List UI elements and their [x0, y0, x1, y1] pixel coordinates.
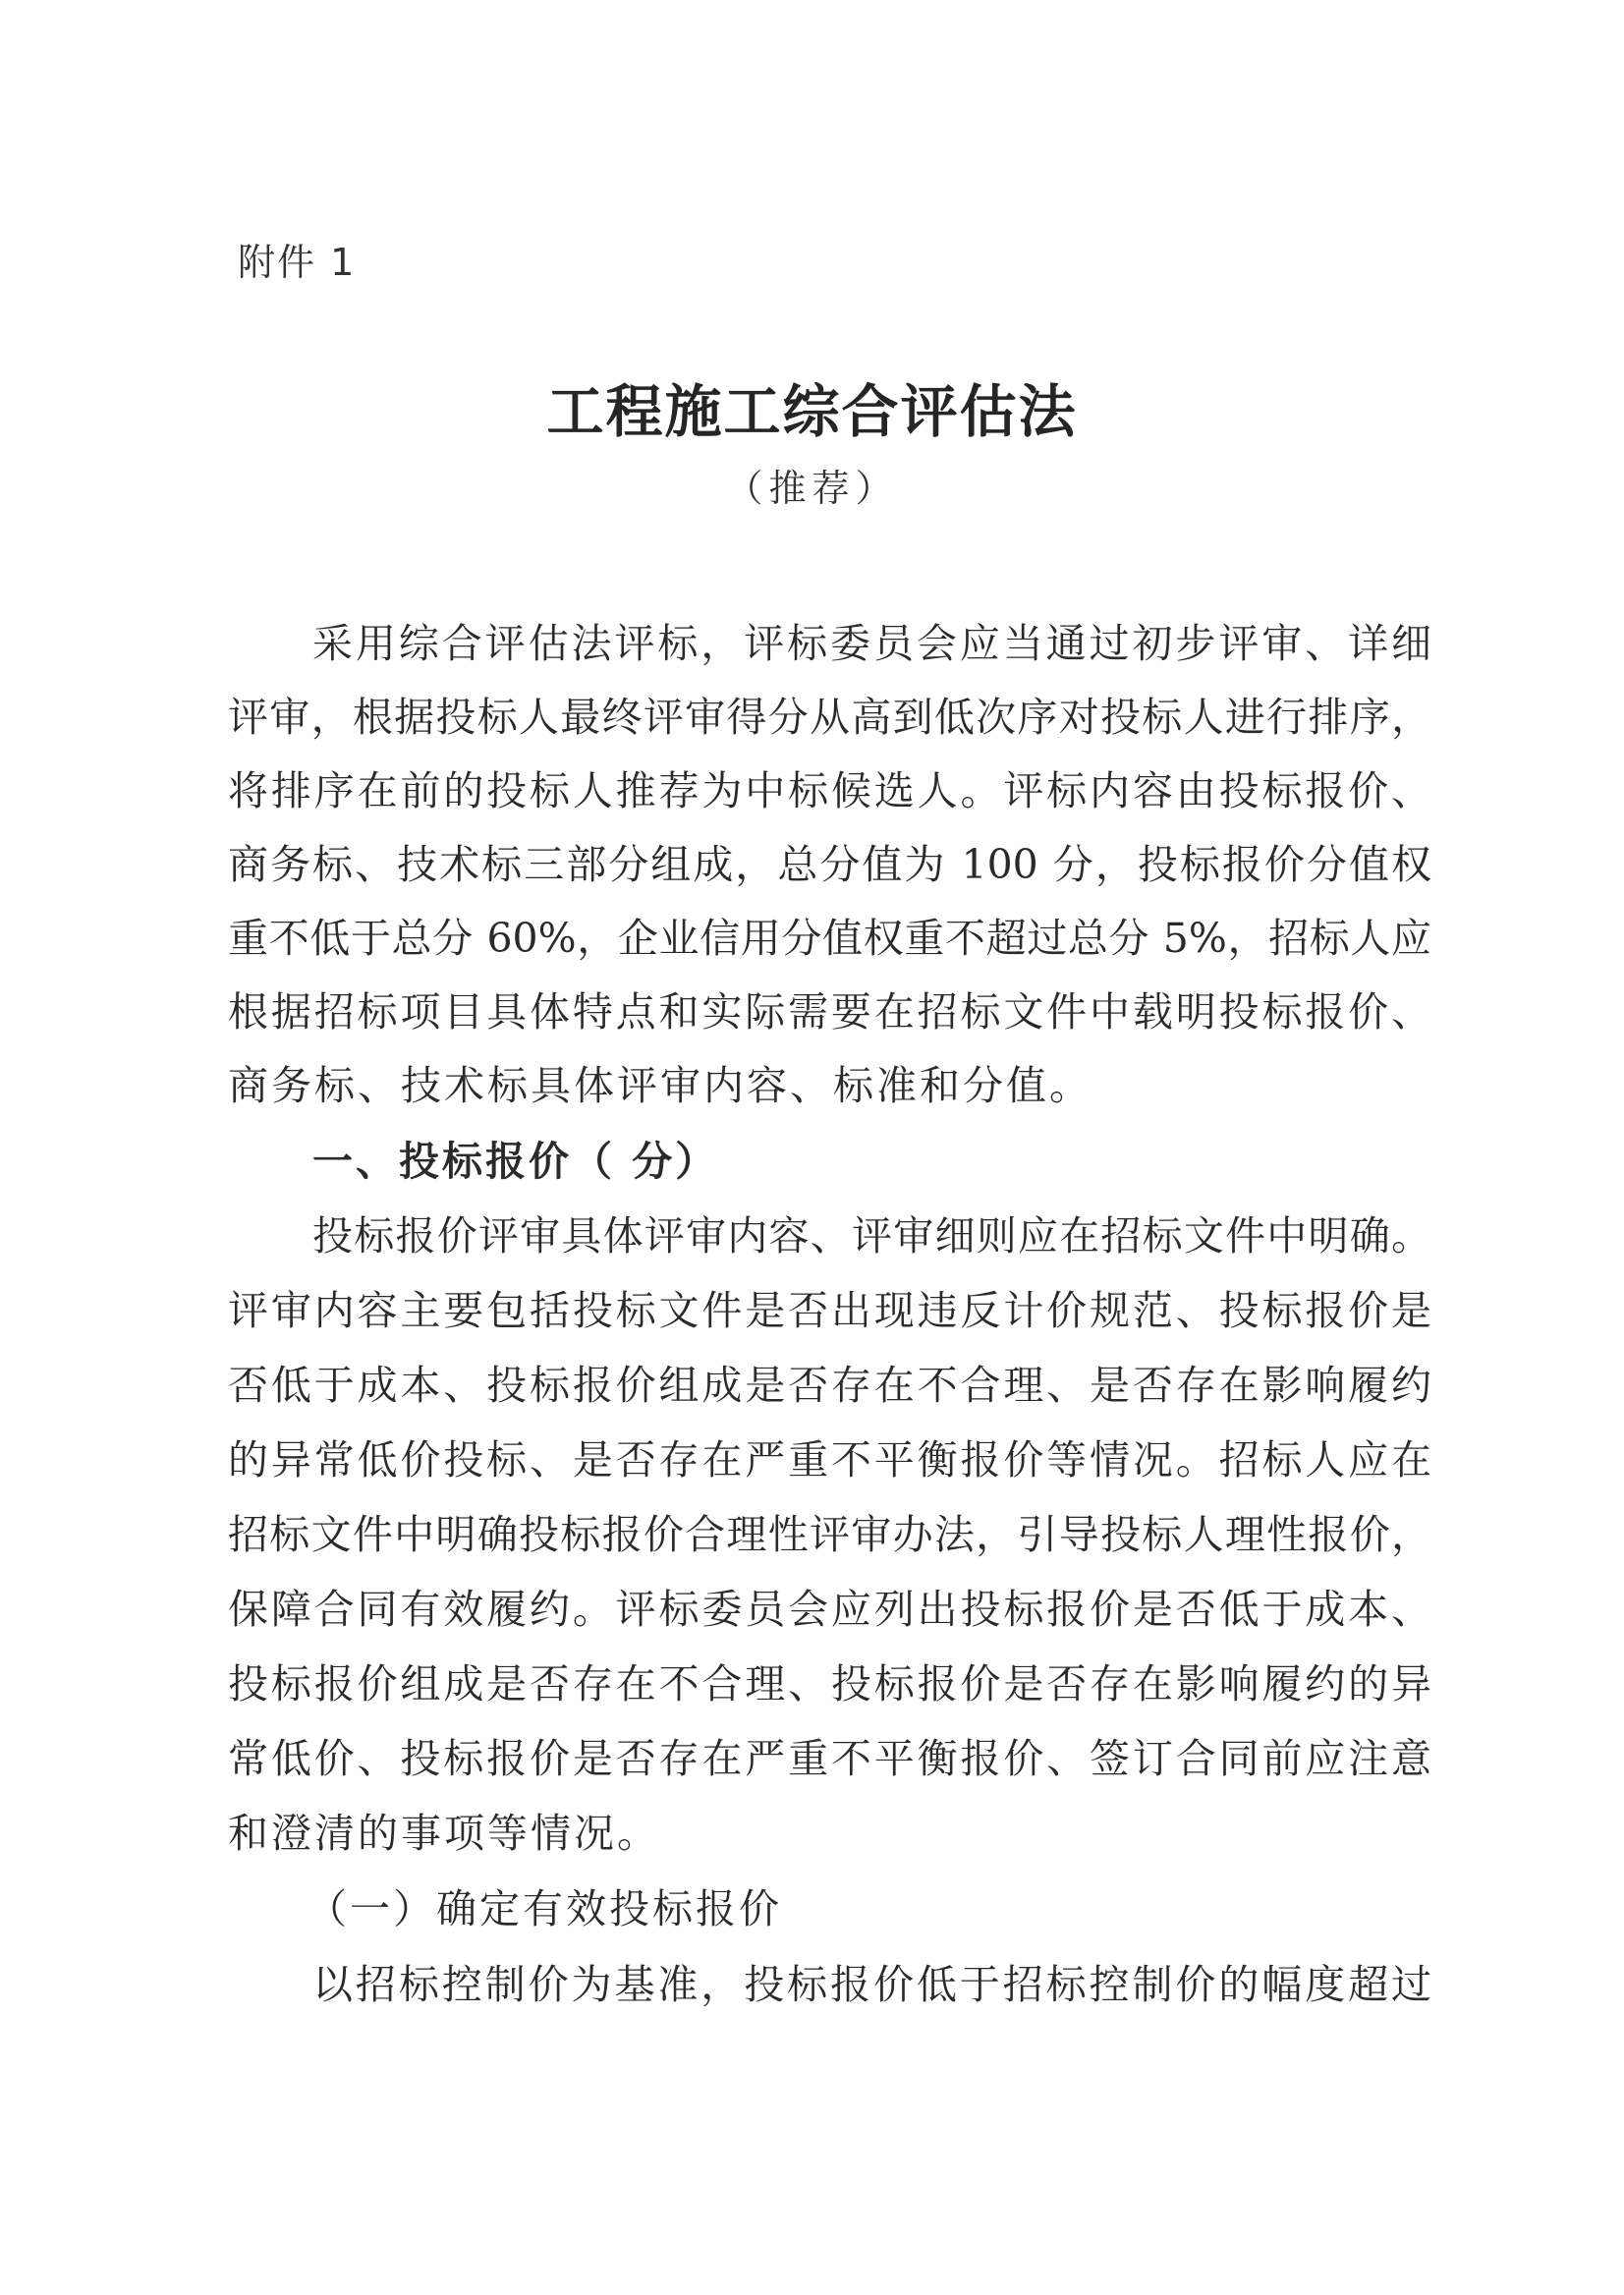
intro-line: 将排序在前的投标人推荐为中标候选人。评标内容由投标报价、	[228, 767, 1431, 814]
section-one-line: 投标报价组成是否存在不合理、投标报价是否存在影响履约的异	[228, 1660, 1431, 1707]
intro-line: 评审，根据投标人最终评审得分从高到低次序对投标人进行排序，	[228, 694, 1431, 741]
section-one-line: 投标报价评审具体评审内容、评审细则应在招标文件中明确。	[312, 1212, 1431, 1259]
section-one-line-last: 和澄清的事项等情况。	[228, 1810, 660, 1857]
intro-line-last: 商务标、技术标具体评审内容、标准和分值。	[228, 1062, 1092, 1109]
section-one-line: 保障合同有效履约。评标委员会应列出投标报价是否低于成本、	[228, 1586, 1431, 1633]
section-one-line: 常低价、投标报价是否存在严重不平衡报价、签订合同前应注意	[228, 1735, 1431, 1782]
intro-line: 重不低于总分 60%，企业信用分值权重不超过总分 5%，招标人应	[228, 915, 1431, 962]
attachment-label: 附件 1	[238, 241, 357, 284]
intro-line: 商务标、技术标三部分组成，总分值为 100 分，投标报价分值权	[228, 841, 1431, 888]
section-one-heading: 一、投标报价（ 分）	[312, 1138, 719, 1185]
document-title: 工程施工综合评估法	[546, 378, 1078, 445]
section-one-line: 评审内容主要包括投标文件是否出现违反计价规范、投标报价是	[228, 1287, 1431, 1334]
section-one-line: 否低于成本、投标报价组成是否存在不合理、是否存在影响履约	[228, 1362, 1431, 1409]
section-one-line: 招标文件中明确投标报价合理性评审办法，引导投标人理性报价，	[228, 1511, 1431, 1558]
document-subtitle: （推荐）	[725, 467, 899, 510]
subsection-one-line: 以招标控制价为基准，投标报价低于招标控制价的幅度超过	[312, 1961, 1431, 2008]
section-one-line: 的异常低价投标、是否存在严重不平衡报价等情况。招标人应在	[228, 1436, 1431, 1483]
subsection-one-heading: （一）确定有效投标报价	[307, 1885, 782, 1932]
intro-line: 采用综合评估法评标，评标委员会应当通过初步评审、详细	[312, 620, 1431, 667]
intro-line: 根据招标项目具体特点和实际需要在招标文件中载明投标报价、	[228, 988, 1431, 1036]
